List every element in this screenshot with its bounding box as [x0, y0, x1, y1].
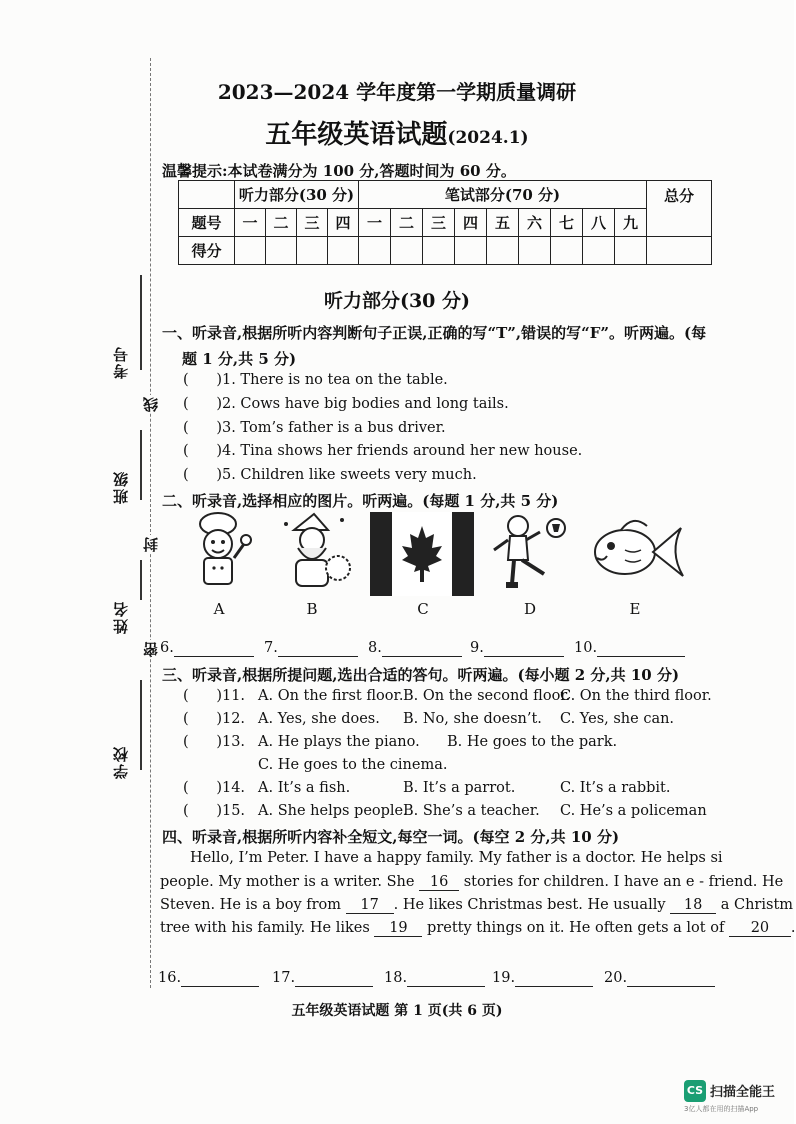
goldfish-icon [585, 510, 691, 592]
passage-line-3 [160, 897, 793, 914]
score-input[interactable] [455, 237, 487, 265]
answer-6 [160, 640, 254, 657]
question-2: ( )2. Cows have big bodies and long tails. [183, 396, 509, 412]
question-3: ( )3. Tom’s father is a bus driver. [183, 420, 446, 436]
question-text: Tom’s father is a bus driver. [240, 420, 446, 436]
option-a: A. Yes, she does. [258, 711, 380, 727]
answer-number: 7. [264, 640, 278, 656]
answer-number: 16. [158, 970, 182, 986]
question-15: ( )15. [183, 803, 246, 819]
picture-label-c: C [417, 600, 429, 618]
passage-text: tree with his family. He likes [160, 920, 370, 936]
picture-label-a: A [213, 600, 225, 618]
camscanner-logo-icon: CS [684, 1080, 706, 1102]
passage-text: . He likes Christmas best. He usually [393, 897, 666, 913]
part2-title: 二、听录音,选择相应的图片。听两遍。(每题 1 分,共 5 分) [162, 492, 559, 510]
blank-17[interactable]: 17 [346, 897, 394, 914]
passage-text: people. My mother is a writer. She [160, 874, 415, 890]
banji-underline [140, 430, 142, 500]
question-12: ( )12. [183, 711, 246, 727]
answer-number: 20. [604, 970, 628, 986]
question-11: ( )11. [183, 688, 246, 704]
xuexiao-underline [140, 680, 142, 770]
answer-number: 18. [384, 970, 408, 986]
score-table [178, 180, 712, 265]
question-text: Children like sweets very much. [240, 467, 477, 483]
answer-18 [384, 970, 485, 987]
option-a: A. It’s a fish. [258, 780, 351, 796]
tihao-label: 题号 [179, 209, 235, 237]
answer-blank[interactable] [515, 970, 593, 987]
answer-blank[interactable] [174, 640, 254, 657]
option-c: C. On the third floor. [560, 688, 712, 704]
kaohao-label: 考号 [112, 345, 130, 379]
score-input[interactable] [359, 237, 391, 265]
question-14: ( )14. [183, 780, 246, 796]
part1-title: 一、听录音,根据所听内容判断句子正误,正确的写“T”,错误的写“F”。听两遍。(每 [162, 324, 707, 342]
xingming-label: 姓名 [112, 600, 130, 634]
exam-date: (2024.1) [447, 128, 529, 148]
table-cell: 二 [391, 209, 423, 237]
question-number: )4. [216, 443, 236, 459]
question-number: )2. [216, 396, 236, 412]
question-13: ( )13. [183, 734, 246, 750]
question-1: ( )1. There is no tea on the table. [183, 372, 448, 388]
score-input[interactable] [391, 237, 423, 265]
question-number: )15. [216, 803, 246, 819]
table-cell: 三 [423, 209, 455, 237]
table-cell: 一 [359, 209, 391, 237]
table-cell: 一 [235, 209, 266, 237]
chef-icon [178, 510, 268, 592]
table-cell: 六 [519, 209, 551, 237]
option-a: A. He plays the piano. [258, 734, 420, 750]
passage-text: . [790, 920, 796, 936]
option-b: B. She’s a teacher. [403, 803, 540, 819]
answer-number: 17. [272, 970, 296, 986]
blank-20[interactable]: 20 [729, 920, 791, 937]
option-a: A. She helps people. [258, 803, 408, 819]
writing-header: 笔试部分(70 分) [359, 181, 647, 209]
camscanner-tagline: 3亿人都在用的扫描App [684, 1105, 759, 1113]
picture-label-d: D [523, 600, 537, 618]
table-cell: 四 [328, 209, 359, 237]
question-text: Tina shows her friends around her new house. [240, 443, 583, 459]
exam-title [0, 114, 794, 151]
answer-blank[interactable] [295, 970, 373, 987]
passage-text: stories for children. I have an e - friend. He [463, 874, 784, 890]
option-b: B. No, she doesn’t. [403, 711, 542, 727]
answer-9 [470, 640, 564, 657]
listening-header: 听力部分(30 分) [235, 181, 359, 209]
answer-blank[interactable] [627, 970, 715, 987]
option-b: B. On the second floor. [403, 688, 571, 704]
mi-label: 密 [142, 640, 160, 657]
picture-label-b: B [306, 600, 318, 618]
camscanner-name: 扫描全能王 [710, 1085, 776, 1100]
question-text: There is no tea on the table. [240, 372, 448, 388]
notice-text: 温馨提示:本试卷满分为 100 分,答题时间为 60 分。 [162, 162, 516, 180]
answer-19 [492, 970, 593, 987]
option-c: C. He goes to the cinema. [258, 757, 448, 773]
passage-line-1: Hello, I’m Peter. I have a happy family. My father is a doctor. He helps si [190, 850, 723, 866]
answer-8 [368, 640, 462, 657]
answer-blank[interactable] [407, 970, 485, 987]
score-input[interactable] [235, 237, 266, 265]
answer-number: 8. [368, 640, 382, 656]
score-input[interactable] [297, 237, 328, 265]
table-cell: 三 [297, 209, 328, 237]
canada-flag-icon [370, 512, 474, 594]
section-title: 听力部分(30 分) [323, 290, 471, 312]
table-cell: 四 [455, 209, 487, 237]
option-a: A. On the first floor. [258, 688, 404, 704]
table-cell: 九 [615, 209, 647, 237]
answer-16 [158, 970, 259, 987]
score-input[interactable] [519, 237, 551, 265]
passage-line-4 [160, 920, 796, 937]
table-cell: 八 [583, 209, 615, 237]
xian-label: 线 [142, 395, 160, 412]
picture-label-e: E [629, 600, 641, 618]
part4-title: 四、听录音,根据所听内容补全短文,每空一词。(每空 2 分,共 10 分) [162, 828, 620, 846]
question-number: )5. [216, 467, 236, 483]
table-cell: 五 [487, 209, 519, 237]
score-input[interactable] [583, 237, 615, 265]
answer-number: 9. [470, 640, 484, 656]
soccer-boy-icon [488, 510, 578, 592]
passage-text: pretty things on it. He often gets a lot of [427, 920, 725, 936]
binding-line [150, 58, 151, 988]
answer-blank[interactable] [597, 640, 685, 657]
banji-label: 班级 [112, 470, 130, 504]
score-input[interactable] [423, 237, 455, 265]
answer-number: 19. [492, 970, 516, 986]
blank-19[interactable]: 19 [374, 920, 422, 937]
defen-label: 得分 [179, 237, 235, 265]
blank-16[interactable]: 16 [419, 874, 459, 891]
option-b: B. He goes to the park. [447, 734, 618, 750]
answer-number: 6. [160, 640, 174, 656]
answer-17 [272, 970, 373, 987]
question-5: ( )5. Children like sweets very much. [183, 467, 477, 483]
exam-subject: 五年级英语试题 [265, 120, 448, 150]
answer-number: 10. [574, 640, 598, 656]
question-number: )13. [216, 734, 246, 750]
option-b: B. It’s a parrot. [403, 780, 516, 796]
answer-7 [264, 640, 358, 657]
option-c: C. He’s a policeman [560, 803, 707, 819]
exam-year-title: 2023—2024 学年度第一学期质量调研 [217, 80, 577, 104]
score-input[interactable] [487, 237, 519, 265]
answer-blank[interactable] [181, 970, 259, 987]
part1-title-cont: 题 1 分,共 5 分) [182, 350, 297, 368]
option-c: C. Yes, she can. [560, 711, 675, 727]
total-header: 总分 [647, 181, 712, 237]
option-c: C. It’s a rabbit. [560, 780, 671, 796]
passage-line-2 [160, 874, 783, 891]
table-cell: 二 [266, 209, 297, 237]
total-score-input[interactable] [647, 237, 712, 265]
question-number: )12. [216, 711, 246, 727]
xingming-underline [140, 560, 142, 600]
answer-10 [574, 640, 685, 657]
part3-title: 三、听录音,根据所提问题,选出合适的答句。听两遍。(每小题 2 分,共 10 分) [162, 666, 680, 684]
answer-20 [604, 970, 715, 987]
question-number: )11. [216, 688, 246, 704]
blank-18[interactable]: 18 [670, 897, 716, 914]
santa-icon [272, 510, 362, 592]
answer-blank[interactable] [382, 640, 462, 657]
answer-blank[interactable] [278, 640, 358, 657]
score-input[interactable] [328, 237, 359, 265]
answer-blank[interactable] [484, 640, 564, 657]
xuexiao-label: 学校 [112, 745, 130, 779]
feng-label: 封 [142, 535, 160, 552]
page-footer: 五年级英语试题 第 1 页(共 6 页) [291, 1003, 503, 1019]
question-4: ( )4. Tina shows her friends around her new house. [183, 443, 583, 459]
question-text: Cows have big bodies and long tails. [240, 396, 509, 412]
question-number: )14. [216, 780, 246, 796]
passage-text: Steven. He is a boy from [160, 897, 342, 913]
score-input[interactable] [266, 237, 297, 265]
score-table-corner [179, 181, 235, 209]
table-cell: 七 [551, 209, 583, 237]
question-number: )3. [216, 420, 236, 436]
question-number: )1. [216, 372, 236, 388]
score-input[interactable] [551, 237, 583, 265]
passage-text: a Christm [720, 897, 794, 913]
score-input[interactable] [615, 237, 647, 265]
